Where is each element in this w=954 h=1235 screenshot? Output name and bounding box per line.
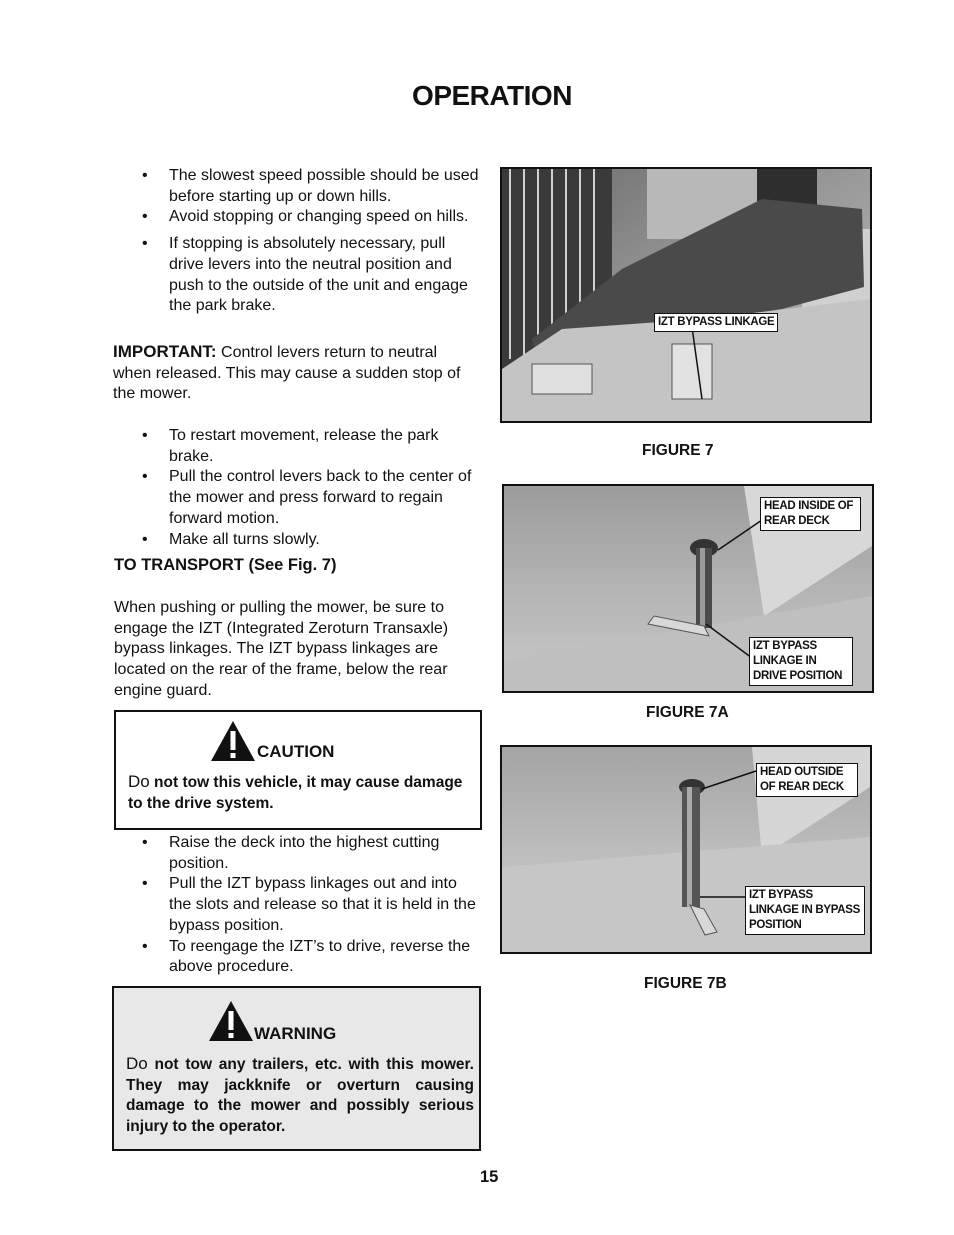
page-title: OPERATION <box>412 80 572 111</box>
list-item: • If stopping is absolutely necessary, pull drive levers into the neutral position and push to the outside of the unit and engage the park brake. <box>113 234 479 317</box>
bullets-mid <box>113 426 479 550</box>
list-item: • The slowest speed possible should be used before starting up or down hills. <box>113 166 479 207</box>
caution-do: Do <box>128 772 150 791</box>
list-item: • Avoid stopping or changing speed on hills. <box>113 207 479 228</box>
figure-7a-label-bottom: IZT BYPASS LINKAGE IN DRIVE POSITION <box>749 637 853 686</box>
figure-7a-caption: FIGURE 7A <box>646 704 729 721</box>
transport-text: When pushing or pulling the mower, be sure to engage the IZT (Integrated Zeroturn Transaxle) bypass linkages. The IZT bypass linkages are located on the rear of the frame, below the rear engine guard. <box>114 599 449 699</box>
warning-triangle-icon <box>210 720 256 762</box>
warning-box <box>112 986 481 1151</box>
warning-header: WARNING <box>254 1024 337 1043</box>
figure-7-label: IZT BYPASS LINKAGE <box>654 313 778 332</box>
caution-text <box>128 772 478 814</box>
list-item: • To reengage the IZT’s to drive, reverse the above procedure. <box>113 937 479 978</box>
warning-body: not tow any trailers, etc. with this mower. They may jackknife or overturn causing damage to the mower and possibly serious injury to the operator. <box>126 1056 474 1135</box>
list-item: • Pull the control levers back to the center of the mower and press forward to regain forward motion. <box>113 467 479 529</box>
warning-text <box>126 1054 474 1137</box>
caution-header: CAUTION <box>257 742 335 761</box>
bullets-top <box>113 166 479 317</box>
list-item: • Pull the IZT bypass linkages out and into the slots and release so that it is held in the bypass position. <box>113 874 479 936</box>
figure-7b-label-top: HEAD OUTSIDE OF REAR DECK <box>756 763 858 797</box>
figure-7b-photo <box>500 745 872 954</box>
warning-triangle-icon <box>208 1000 254 1042</box>
bullets-bottom <box>113 833 479 978</box>
figure-7-photo <box>500 167 872 423</box>
important-note <box>113 342 479 405</box>
figure-7a-photo <box>502 484 874 693</box>
caution-box <box>114 710 482 830</box>
list-item: • To restart movement, release the park brake. <box>113 426 479 467</box>
page-number: 15 <box>480 1168 499 1186</box>
figure-7a-label-top: HEAD INSIDE OF REAR DECK <box>760 497 861 531</box>
figure-7b-caption: FIGURE 7B <box>644 975 727 992</box>
figure-7-caption: FIGURE 7 <box>642 442 714 459</box>
list-item: • Make all turns slowly. <box>113 530 479 551</box>
caution-body: not tow this vehicle, it may cause damage to the drive system. <box>128 774 463 812</box>
figure-7b-label-bottom: IZT BYPASS LINKAGE IN BYPASS POSITION <box>745 886 865 935</box>
important-text: Control levers return to neutral when released. This may cause a sudden stop of the mower. <box>113 344 461 403</box>
transport-heading: TO TRANSPORT (See Fig. 7) <box>114 556 337 574</box>
warning-do: Do <box>126 1054 148 1073</box>
list-item: • Raise the deck into the highest cutting position. <box>113 833 479 874</box>
important-label: IMPORTANT: <box>113 342 217 361</box>
